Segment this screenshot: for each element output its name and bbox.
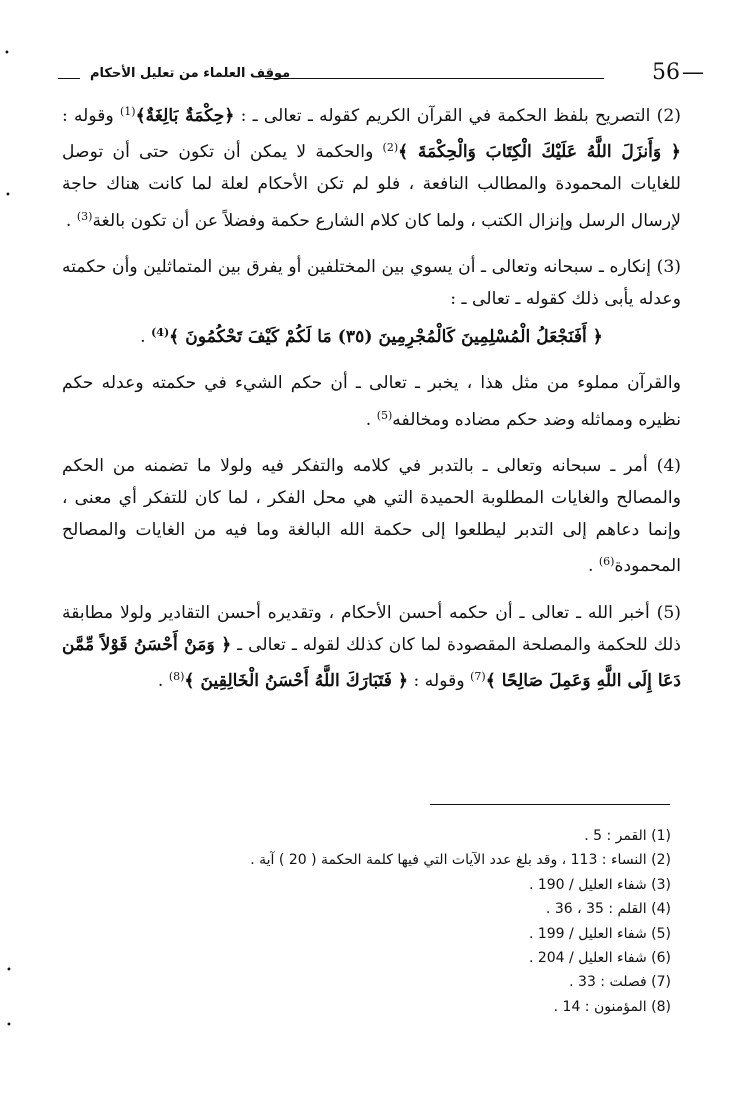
paragraph-4 (62, 450, 681, 583)
paragraph-3b (62, 367, 681, 435)
text-segment: (4) أمر ـ سبحانه وتعالى ـ بالتدبر في كلامه والتفكر فيه ولولا ما تضمنه من الحكم والمصالح والغايات المطلوبة الحميدة التي هي محل الفكر ، لما كان للتفكر أي معنى ، وإنما دعاهم إلى التدبر ليطلعوا إلى حكمة الله البالغة وما فيه من الغايات والمصالح المحمودة (62, 455, 681, 577)
quran-verse: ﴿ أَفَنَجْعَلُ الْمُسْلِمِينَ كَالْمُجْرِمِينَ (٣٥) مَا لَكُمْ كَيْفَ تَحْكُمُونَ ﴾ (169, 327, 603, 348)
text-segment: (5) أخبر الله ـ تعالى ـ أن حكمه أحسن الأحكام ، وتقديره أحسن التقادير ولولا مطابقة ذلك للحكمة والمصلحة المقصودة لما كان كذلك لقوله ـ تعالى ـ (62, 602, 681, 655)
text-segment: . (365, 409, 377, 430)
text-segment: وقوله : (62, 106, 120, 126)
footnote-item: (8) المؤمنون : 14 . (553, 998, 671, 1015)
text-segment: والحكمة لا يمكن أن تكون حتى أن توصل للغايات المحمودة والمطالب النافعة ، فلو لم تكن الأحكام لعلة لما كانت هناك حاجة لإرسال الرسل وإنزال الكتب ، ولما كان كلام الشارع حكمة وفضلاً عن أن تكون بالغة (62, 142, 681, 231)
footnote-ref: (5) (376, 408, 393, 422)
quran-verse: ﴿حِكْمَةٌ بَالِغَةٌ﴾ (135, 106, 235, 126)
header-rule-left (58, 78, 80, 79)
main-text (62, 96, 681, 711)
scan-speck: • (5, 190, 11, 201)
scan-speck: • (6, 1020, 12, 1031)
text-segment: (3) إنكاره ـ سبحانه وتعالى ـ أن يسوي بين المختلفين أو يفرق بين المتماثلين وأن حكمته وعدله يأبى ذلك كقوله ـ تعالى ـ : (62, 256, 681, 310)
text-segment: . (140, 327, 152, 348)
paragraph-3-verse (62, 317, 681, 353)
footnote-ref: (4) (151, 326, 170, 340)
text-segment: . (157, 671, 169, 692)
footnote-item: (6) شفاء العليل / 204 . (528, 950, 671, 967)
footnote-item: (3) شفاء العليل / 190 . (528, 876, 671, 893)
scan-speck: • (6, 965, 12, 976)
paragraph-5 (62, 597, 681, 698)
running-title: موقف العلماء من تعليل الأحكام (90, 66, 291, 81)
footnote-separator (430, 804, 670, 805)
paragraph-2 (62, 96, 681, 237)
page-number: 56 (652, 60, 680, 85)
footnote-ref: (8) (168, 670, 185, 684)
text-segment: والقرآن مملوء من مثل هذا ، يخبر ـ تعالى ـ أن حكم الشيء في حكمته وعدله حكم نظيره ومماثله وضد حكم مضاده ومخالفه (62, 373, 681, 430)
quran-verse: ﴿ وَأَنزَلَ اللَّهُ عَلَيْكَ الْكِتَابَ وَالْحِكْمَةَ ﴾ (398, 142, 681, 163)
footnote-item: (7) فصلت : 33 . (569, 974, 671, 991)
footnote-item: (5) شفاء العليل / 199 . (528, 925, 671, 942)
page-number-dash: — (682, 60, 704, 85)
footnote-ref: (1) (120, 105, 136, 118)
text-segment: (2) التصريح بلفظ الحكمة في القرآن الكريم كقوله ـ تعالى ـ : (234, 106, 681, 126)
paragraph-3 (62, 251, 681, 315)
scan-speck: • (4, 48, 10, 59)
quran-verse: ﴿ وَمَنْ أَحْسَنُ قَوْلاً مِّمَّن دَعَا إِلَى اللَّهِ وَعَمِلَ صَالِحًا ﴾ (62, 634, 681, 692)
footnote-ref: (3) (76, 209, 93, 223)
footnote-item: (2) النساء : 113 ، وقد بلغ عدد الآيات التي فيها كلمة الحكمة ( 20 ) آية . (250, 852, 671, 869)
text-segment: . (587, 556, 599, 577)
footnote-ref: (6) (598, 555, 615, 569)
running-header (60, 58, 704, 94)
header-rule (265, 78, 604, 79)
footnote-ref: (7) (470, 670, 486, 684)
footnotes (210, 824, 671, 1019)
footnote-item: (4) القلم : 35 ، 36 . (545, 901, 671, 918)
text-segment: . (65, 210, 77, 231)
footnote-item: (1) القمر : 5 . (584, 828, 671, 844)
quran-verse: ﴿ فَتَبَارَكَ اللَّهُ أَحْسَنُ الْخَالِقِينَ ﴾ (184, 671, 409, 692)
text-segment: وقوله : (408, 671, 471, 692)
footnote-ref: (2) (382, 141, 399, 155)
